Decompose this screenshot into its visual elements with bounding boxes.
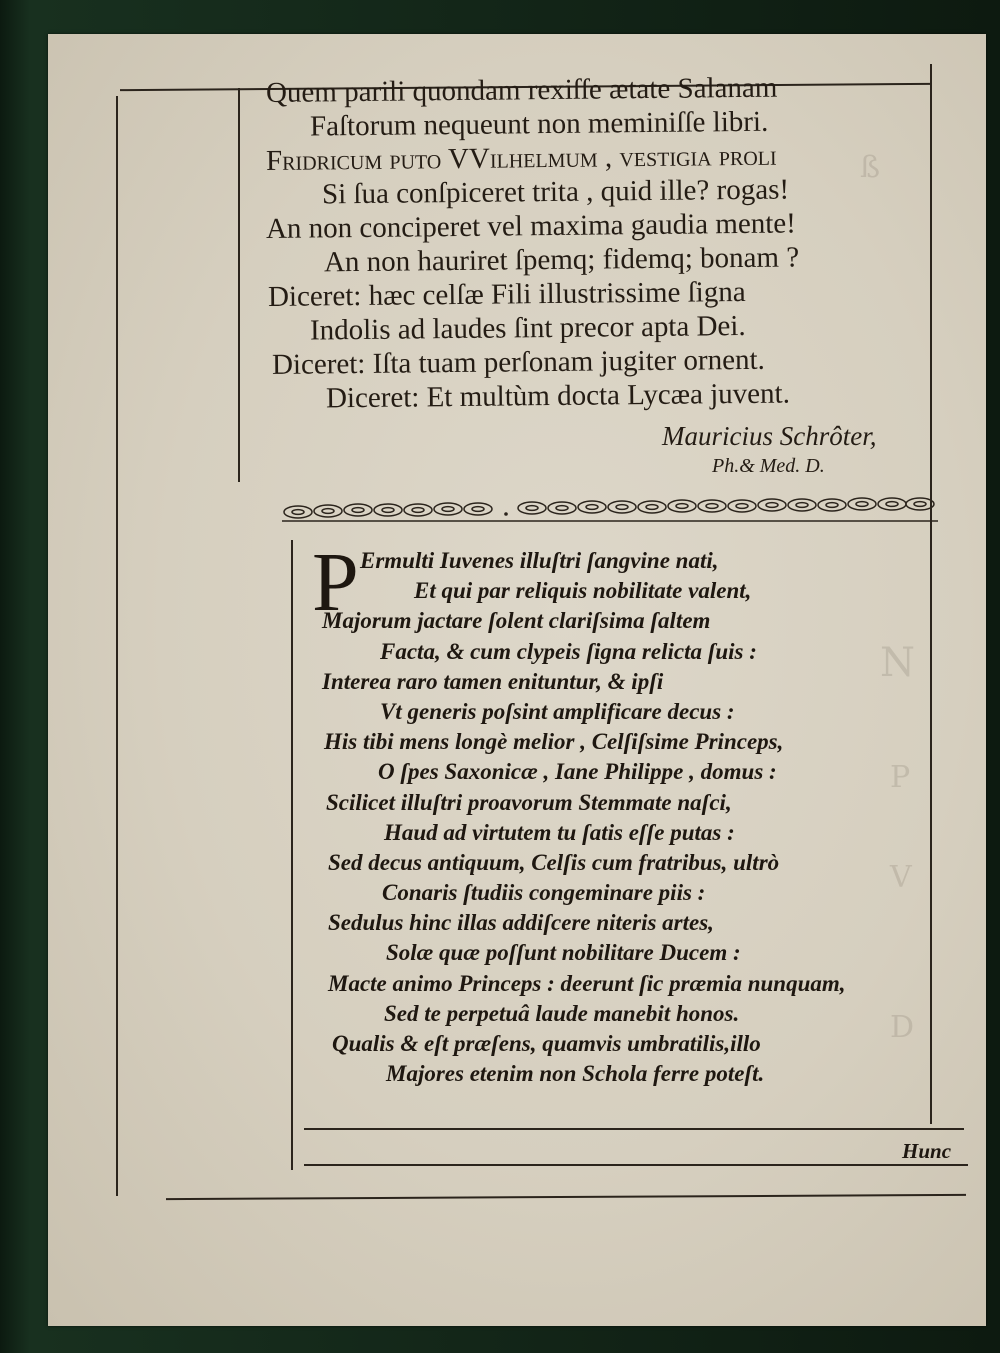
bleed-through-text: D: [890, 1010, 915, 1045]
poem-two-line: Solæ quæ poſſunt nobilitare Ducem :: [386, 940, 741, 966]
poem-one-line: Faſtorum nequeunt non meminiſſe libri.: [309, 105, 769, 143]
bleed-through-text: V: [890, 860, 912, 895]
poem-two-line: Facta, & cum clypeis ſigna relicta ſuis :: [380, 638, 757, 664]
drop-cap-letter: P: [312, 536, 359, 629]
poem-one-line: Quem parili quondam rexiſſe ætate Salanam: [265, 71, 778, 109]
poem-two-line: Scilicet illuſtri proavorum Stemmate naſci,: [326, 789, 732, 815]
catchword: Hunc: [902, 1139, 952, 1163]
poem-one-line: Indolis ad laudes ſint precor apta Dei.: [309, 309, 746, 347]
poem-one-line: Diceret: Iſta tuam perſonam jugiter ornent.: [271, 343, 765, 381]
poem-one-line: Fridricum puto VVilhelmum , veſtigia proli: [265, 139, 777, 177]
text-bottom-rule: [304, 1128, 964, 1130]
poem-one-line: Diceret: Et multùm docta Lycæa juvent.: [325, 377, 791, 415]
poem-two-line: Qualis & eſt præſens, quamvis umbratilis,illo: [332, 1031, 761, 1056]
bleed-through-text: N: [880, 640, 915, 686]
poem-two-line: Macte animo Princeps : deerunt ſic præmia nunquam,: [328, 970, 846, 996]
poem-two-line: Majorum jactare ſolent clariſsima ſaltem: [322, 608, 711, 634]
poem-two-line: Conaris ſtudiis congeminare piis :: [382, 880, 706, 906]
lower-left-frame-rule: [291, 540, 293, 1170]
bleed-through-text: P: [890, 760, 911, 795]
poem-two: [322, 546, 942, 1089]
poem-two-line: Haud ad virtutem tu ſatis eſſe putas :: [384, 819, 735, 845]
poem-two-line: Majores etenim non Schola ferre poteſt.: [386, 1061, 765, 1087]
signature-name: Mauricius Schrôter,: [662, 421, 877, 451]
catchword-rule: [304, 1164, 968, 1166]
poem-one-line: An non conciperet vel maxima gaudia mente!: [265, 207, 796, 245]
poem-one-line: An non hauriret ſpemq; fidemq; bonam ?: [323, 241, 800, 279]
bleed-through-text: ß: [860, 150, 881, 185]
poem-two-line: O ſpes Saxonicæ , Iane Philippe , domus :: [378, 759, 777, 785]
poem-two-line: Sedulus hinc illas addiſcere niteris artes,: [328, 910, 714, 936]
poem-two-line: Ermulti Iuvenes illuſtri ſangvine nati,: [360, 548, 719, 573]
poem-two-line: Sed te perpetuâ laude manebit honos.: [384, 1000, 740, 1026]
poem-two-line: Et qui par reliquis nobilitate valent,: [414, 578, 752, 604]
poem-two-line: Interea raro tamen enituntur, & ipſi: [322, 668, 664, 694]
poem-two-line: His tibi mens longè melior , Celſiſsime Princeps,: [324, 729, 784, 755]
outer-left-margin-rule: [116, 96, 118, 1196]
ornamental-border: [282, 494, 938, 524]
poem-one-line: Si ſua conſpiceret trita , quid ille? rogas!: [321, 173, 790, 211]
signature-title: Ph.& Med. D.: [712, 455, 825, 477]
poem-one: [265, 71, 906, 416]
poem-two-line: Sed decus antiquum, Celſis cum fratribus, ultrò: [328, 849, 780, 875]
left-frame-rule: [238, 88, 240, 482]
poem-one-line: Diceret: hæc celſæ Fili illustrissime ſigna: [267, 275, 746, 313]
poem-two-line: Vt generis poſsint amplificare decus :: [380, 698, 735, 724]
